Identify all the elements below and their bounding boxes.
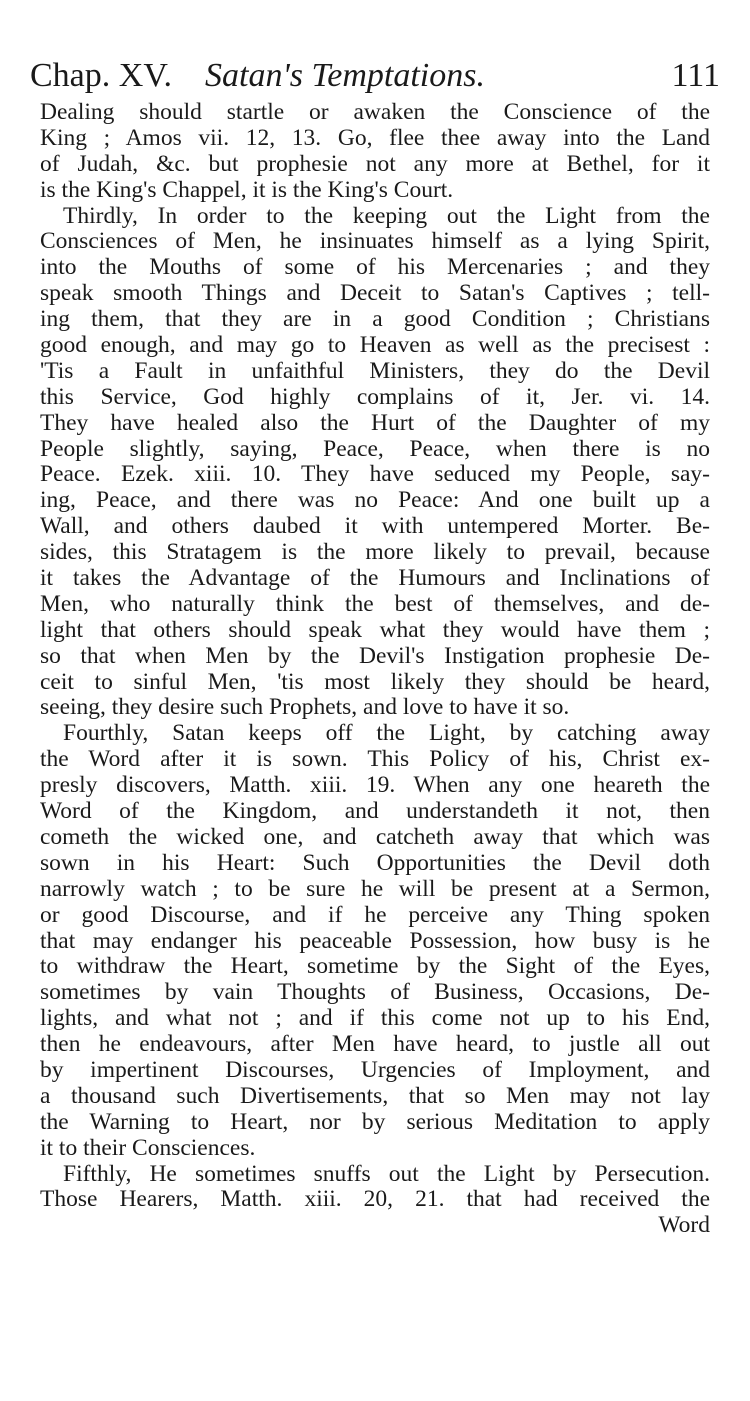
text-line: into the Mouths of some of his Mercenaries ; and they — [40, 255, 710, 281]
text-line: presly discovers, Matth. xiii. 19. When any one heareth the — [40, 773, 710, 799]
text-line: it to their Consciences. — [40, 1135, 256, 1161]
text-line: seeing, they desire such Prophets, and love to have it so. — [40, 695, 570, 721]
text-line: then he endeavours, after Men have heard, to justle all out — [40, 1032, 710, 1058]
text-line: sides, this Stratagem is the more likely to prevail, because — [40, 540, 710, 566]
text-line: by impertinent Discourses, Urgencies of Imployment, and — [40, 1057, 710, 1083]
text-line: a thousand such Divertisements, that so Men may not lay — [40, 1083, 710, 1109]
chapter-label: Chap. XV. — [30, 57, 172, 94]
text-line: Dealing should startle or awaken the Conscience of the — [40, 100, 710, 125]
text-line: narrowly watch ; to be sure he will be present at a Sermon, — [40, 876, 710, 902]
text-line: Peace. Ezek. xiii. 10. They have seduced my People, say- — [40, 462, 710, 488]
running-header — [30, 56, 720, 100]
text-line: Wall, and others daubed it with untempered Morter. Be- — [40, 514, 710, 540]
text-line: cometh the wicked one, and catcheth away that which was — [40, 824, 710, 850]
text-line: Thirdly, In order to the keeping out the Light from the — [63, 203, 710, 229]
text-line: sometimes by vain Thoughts of Business, Occasions, De- — [40, 980, 710, 1006]
text-line: Consciences of Men, he insinuates himself as a lying Spirit, — [40, 229, 710, 255]
text-line: or good Discourse, and if he perceive any Thing spoken — [40, 902, 710, 928]
text-line: 'Tis a Fault in unfaithful Ministers, they do the Devil — [40, 358, 710, 384]
text-line: speak smooth Things and Deceit to Satan's Captives ; tell- — [40, 281, 710, 307]
text-line: light that others should speak what they would have them ; — [40, 617, 710, 643]
running-title: Satan's Temptations. — [205, 57, 485, 94]
text-line: ing, Peace, and there was no Peace: And one built up a — [40, 488, 710, 514]
text-line: They have healed also the Hurt of the Daughter of my — [40, 410, 710, 436]
page-number: 111 — [671, 57, 720, 94]
text-line: good enough, and may go to Heaven as well as the precisest : — [40, 333, 710, 359]
text-line: lights, and what not ; and if this come not up to his End, — [40, 1006, 710, 1032]
text-line: is the King's Chappel, it is the King's Court. — [40, 177, 454, 203]
text-line: ceit to sinful Men, 'tis most likely they should be heard, — [40, 669, 710, 695]
text-line: sown in his Heart: Such Opportunities the Devil doth — [40, 850, 710, 876]
text-line: the Word after it is sown. This Policy of his, Christ ex- — [40, 747, 710, 773]
body-text — [40, 100, 710, 1239]
text-line: of Judah, &c. but prophesie not any more at Bethel, for it — [40, 151, 710, 177]
text-line: Fourthly, Satan keeps off the Light, by catching away — [63, 721, 710, 747]
text-line: King ; Amos vii. 12, 13. Go, flee thee away into the Land — [40, 125, 710, 151]
text-line: People slightly, saying, Peace, Peace, when there is no — [40, 436, 710, 462]
text-line: the Warning to Heart, nor by serious Meditation to apply — [40, 1109, 710, 1135]
text-line: Men, who naturally think the best of themselves, and de- — [40, 591, 710, 617]
catchword: Word — [658, 1213, 710, 1239]
text-line: Fifthly, He sometimes snuffs out the Light by Persecution. — [63, 1161, 710, 1187]
text-line: so that when Men by the Devil's Instigation prophesie De- — [40, 643, 710, 669]
text-line: ing them, that they are in a good Condition ; Christians — [40, 307, 710, 333]
text-line: that may endanger his peaceable Possession, how busy is he — [40, 928, 710, 954]
text-line: to withdraw the Heart, sometime by the Sight of the Eyes, — [40, 954, 710, 980]
text-line: this Service, God highly complains of it, Jer. vi. 14. — [40, 384, 710, 410]
text-line: Word of the Kingdom, and understandeth it not, then — [40, 799, 710, 825]
text-line: it takes the Advantage of the Humours and Inclinations of — [40, 566, 710, 592]
text-line: Those Hearers, Matth. xiii. 20, 21. that had received the — [40, 1187, 710, 1213]
